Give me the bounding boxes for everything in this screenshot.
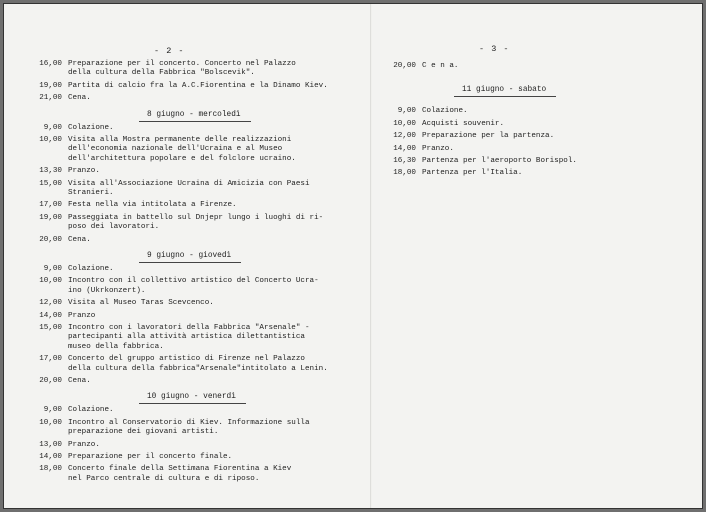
agenda-description: ino (Ukrkonzert). [68,286,146,295]
agenda-row [18,180,62,189]
agenda-time: 10,00 [393,119,416,128]
agenda-description: Colazione. [68,406,114,415]
agenda-description: Colazione. [68,265,114,273]
agenda-description: Cena. [68,235,91,244]
agenda-description: Pranzo. [422,144,454,153]
agenda-time: 10,00 [39,136,62,144]
agenda-description: partecipanti alla attività artistica dilettantistica [68,333,305,342]
agenda-row [18,94,62,103]
agenda-time: 9,00 [43,123,62,132]
agenda-time: 20,00 [393,62,416,70]
agenda-time: 16,30 [393,157,416,165]
page-number: - 2 - [154,46,185,56]
agenda-time: 20,00 [39,235,62,244]
agenda-time: 10,00 [39,418,62,427]
agenda-time: 18,00 [39,465,62,474]
agenda-description: Concerto finale della Settimana Fiorentina a Kiev [68,465,292,474]
agenda-time: 19,00 [39,81,62,90]
day-heading [147,252,231,260]
heading-underline [139,262,241,263]
agenda-description: Visita alla Mostra permanente delle realizzazioni [68,136,292,144]
agenda-time: 14,00 [393,144,416,153]
agenda-time: 9,00 [397,107,416,116]
agenda-time: 15,00 [39,179,62,188]
agenda-row [18,136,62,145]
agenda-time: 12,00 [39,299,62,308]
left-page [4,4,370,508]
agenda-row [372,169,416,178]
agenda-description: Visita al Museo Taras Scevcenco. [68,299,214,308]
agenda-row [18,201,62,210]
agenda-row [18,277,62,286]
agenda-description: Pranzo. [68,167,100,176]
day-heading [147,111,241,119]
agenda-time: 21,00 [39,94,62,103]
heading-underline [454,96,556,97]
heading-underline [139,121,251,122]
agenda-description: Passeggiata in battello sul Dnjepr lungo i luoghi di ri- [68,213,324,222]
day-heading-text: 8 giugno - mercoledì [147,110,241,119]
agenda-row [18,406,62,415]
agenda-description: Concerto del gruppo artistico di Firenze nel Palazzo [68,355,305,364]
day-heading-text: 11 giugno - sabato [462,86,547,95]
agenda-time: 13,00 [39,440,62,449]
agenda-description: Visita all'Associazione Ucraina di Amicizia con Paesi [68,179,310,188]
agenda-time: 14,00 [39,311,62,320]
agenda-description: Partita di calcio fra la A.C.Fiorentina e la Dinamo Kiev. [68,81,328,90]
agenda-description: Preparazione per il concerto. Concerto nel Palazzo [68,60,296,68]
agenda-row [18,453,62,462]
agenda-row [18,167,62,176]
agenda-time: 15,00 [39,324,62,332]
agenda-description: Incontro al Conservatorio di Kiev. Informazione sulla [68,418,310,427]
agenda-description: Preparazione per il concerto finale. [68,453,233,461]
agenda-description: poso dei lavoratori. [68,223,160,232]
agenda-description: Partenza per l'Italia. [422,169,523,178]
agenda-description: Preparazione per la partenza. [422,132,555,141]
agenda-description: Colazione. [422,107,468,116]
agenda-description: dell'architettura popolare e del folclore ucraino. [68,154,296,163]
agenda-time: 18,00 [393,169,416,178]
agenda-row [18,265,62,274]
agenda-description: Cena. [68,377,91,385]
agenda-description: della cultura della fabbrica"Arsenale"intitolato a Lenin. [68,364,328,373]
agenda-time: 16,00 [39,60,62,68]
agenda-description: Incontro con il collettivo artistico del Concerto Ucra- [68,277,319,286]
agenda-description: Incontro con i lavoratori della Fabbrica "Arsenale" - [68,324,310,332]
agenda-time: 10,00 [39,277,62,286]
agenda-row [372,145,416,154]
agenda-time: 17,00 [39,355,62,364]
agenda-row [18,377,62,386]
agenda-description: museo della fabbrica. [68,342,164,351]
agenda-description: Acquisti souvenir. [422,119,505,128]
agenda-row [18,355,62,364]
agenda-description: Pranzo [68,311,96,320]
agenda-row [18,312,62,321]
agenda-row [18,60,62,69]
agenda-row [18,214,62,223]
agenda-row [372,132,416,141]
agenda-row [18,419,62,428]
day-heading [462,86,546,94]
agenda-time: 19,00 [39,213,62,222]
agenda-row [18,441,62,450]
agenda-row [372,62,416,71]
agenda-time: 9,00 [43,406,62,415]
document-sheet [3,3,703,509]
agenda-time: 14,00 [39,453,62,461]
agenda-row [372,107,416,116]
agenda-time: 20,00 [39,377,62,385]
agenda-description: Cena. [68,94,91,103]
agenda-description: C e n a. [422,62,459,70]
heading-underline [139,403,246,404]
agenda-row [18,324,62,333]
agenda-description: Partenza per l'aeroporto Borispol. [422,157,577,165]
agenda-description: Colazione. [68,123,114,132]
day-heading-text: 9 giugno - giovedì [147,252,232,260]
agenda-description: dell'economia nazionale dell'Ucraina e al Museo [68,145,283,154]
agenda-description: preparazione dei giovani artisti. [68,428,219,437]
agenda-time: 12,00 [393,132,416,141]
agenda-description: della cultura della Fabbrica "Bolscevik". [68,69,255,78]
agenda-description: Stranieri. [68,189,114,197]
agenda-row [372,157,416,166]
day-heading [147,393,236,401]
right-page [372,4,703,508]
page-number: - 3 - [479,44,510,54]
day-heading-text: 10 giugno - venerdì [147,393,236,402]
agenda-row [372,120,416,129]
agenda-description: Festa nella via intitolata a Firenze. [68,201,237,210]
agenda-time: 9,00 [43,265,62,273]
agenda-time: 17,00 [39,201,62,210]
agenda-row [18,124,62,133]
agenda-description: nel Parco centrale di cultura e di riposo. [68,474,260,483]
agenda-description: Pranzo. [68,440,100,449]
agenda-row [18,236,62,245]
agenda-row [18,82,62,91]
agenda-row [18,299,62,308]
agenda-row [18,465,62,474]
agenda-time: 13,30 [39,167,62,176]
